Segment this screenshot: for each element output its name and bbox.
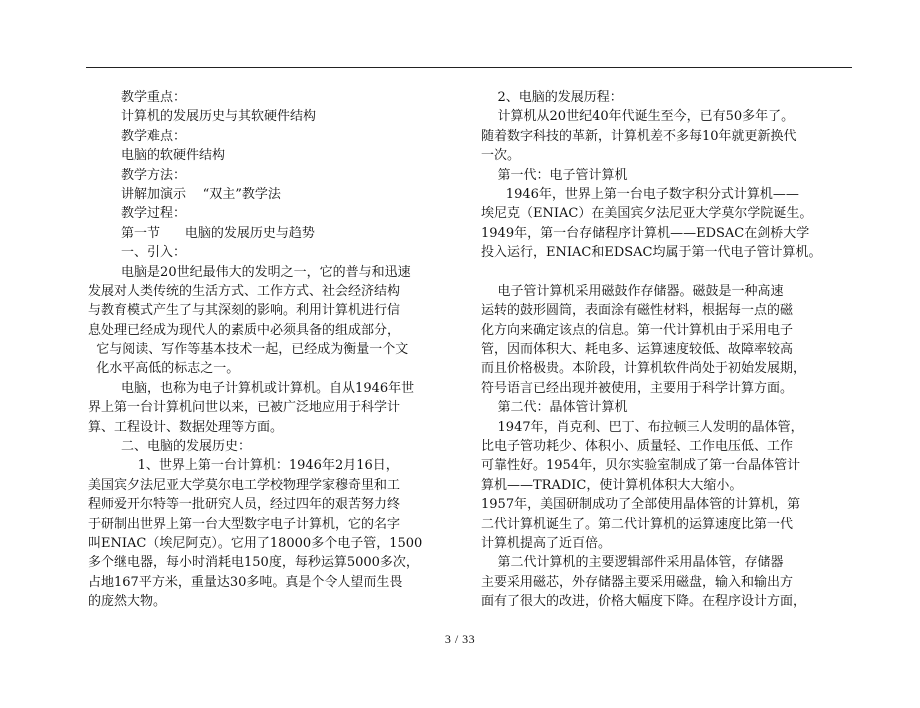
left-column-line: 教学重点： [88, 90, 187, 105]
left-column-line: 息处理已经成为现代人的素质中必须具备的组成部分， [88, 322, 401, 338]
header-rule [86, 67, 852, 68]
right-column-line: 1946年，世界上第一台电子数字积分式计算机—— [481, 186, 799, 202]
left-column-line: 教学难点： [88, 128, 187, 144]
right-column-line: 投入运行，ENIAC和EDSAC均属于第一代电子管计算机。 [481, 245, 822, 261]
left-column-line: 教学过程： [88, 206, 187, 222]
left-column-line: 电脑，也称为电子计算机或计算机。自从1946年世 [88, 380, 415, 396]
right-column-line: 一次。 [481, 148, 521, 164]
left-column-line: 多个继电器，每小时消耗电150度，每秒运算5000多次， [88, 555, 419, 571]
right-column-line: 面有了很大的改进，价格大幅度下降。在程序设计方面， [481, 594, 807, 610]
left-column-line: 占地167平方米，重量达30多吨。真是个令人望而生畏 [88, 574, 403, 590]
left-column-line: 1、世界上第一台计算机：1946年2月16日， [88, 458, 399, 474]
left-column-line: 第一节 电脑的发展历史与趋势 [88, 225, 315, 241]
left-column-line: 程师爱开尔特等一批研究人员，经过四年的艰苦努力终 [88, 497, 401, 513]
left-column-line: 美国宾夕法尼亚大学莫尔电工学校物理学家穆奇里和工 [88, 477, 401, 493]
left-column-line: 教学方法： [88, 167, 187, 183]
right-column-line: 符号语言已经出现并被使用，主要用于科学计算方面。 [481, 380, 794, 396]
right-column-line: 1957年，美国研制成功了全部使用晶体管的计算机，第 [481, 497, 801, 513]
left-column-line: 它与阅读、写作等基本技术一起，已经成为衡量一个文 [88, 342, 409, 358]
right-column-line: 第二代：晶体管计算机 [481, 400, 628, 416]
left-column-line: 讲解加演示 “双主”教学法 [88, 186, 281, 202]
left-column [88, 88, 463, 612]
right-column-line: 比电子管功耗少、体积小、质量轻、工作电压低、工作 [481, 439, 794, 455]
left-column-line: 发展对人类传统的生活方式、工作方式、社会经济结构 [88, 283, 401, 299]
left-column-line: 电脑是20世纪最伟大的发明之一，它的普与和迅速 [88, 264, 411, 280]
right-column-line: 电子管计算机采用磁鼓作存储器。磁鼓是一种高速 [481, 283, 784, 299]
right-column-line: 第二代计算机的主要逻辑部件采用晶体管，存储器 [481, 555, 784, 571]
left-column-line: 算、工程设计、数据处理等方面。 [88, 419, 284, 435]
left-column-line: 于研制出世界上第一台大型数字电子计算机，它的名字 [88, 516, 401, 532]
left-column-line: 一、引入： [88, 245, 187, 261]
right-column-line: 化方向来确定该点的信息。第一代计算机由于采用电子 [481, 322, 794, 338]
right-column-line: 主要采用磁芯，外存储器主要采用磁盘，输入和输出方 [481, 574, 794, 590]
right-column-line: 运转的鼓形圆筒，表面涂有磁性材料，根据每一点的磁 [481, 303, 794, 319]
left-column-line: 化水平高低的标志之一。 [88, 361, 240, 377]
right-column-line: 随着数字科技的革新，计算机差不多每10年就更新换代 [481, 128, 797, 144]
right-column-line [481, 263, 866, 282]
left-column-line: 二、电脑的发展历史： [88, 439, 252, 455]
page-number: 3 / 33 [444, 632, 476, 646]
right-column [481, 88, 866, 612]
right-column-line: 算机——TRADIC，使计算机体积大大缩小。 [481, 477, 743, 493]
right-column-line: 而且价格极贵。本阶段，计算机软件尚处于初始发展期， [481, 361, 807, 377]
right-column-line: 2、电脑的发展历程： [481, 90, 623, 105]
right-column-line: 可靠性好。1954年，贝尔实验室制成了第一台晶体管计 [481, 458, 801, 474]
right-column-line: 埃尼克（ENIAC）在美国宾夕法尼亚大学莫尔学院诞生。 [481, 206, 813, 222]
left-column-line: 与教育模式产生了与其深刻的影响。利用计算机进行信 [88, 303, 401, 319]
left-column-line: 计算机的发展历史与其软硬件结构 [88, 109, 317, 125]
left-column-line: 的庞然大物。 [88, 594, 167, 610]
left-column-line: 界上第一台计算机问世以来，已被广泛地应用于科学计 [88, 400, 401, 416]
left-column-line: 电脑的软硬件结构 [88, 148, 226, 164]
right-column-line: 计算机从20世纪40年代诞生至今，已有50多年了。 [481, 109, 795, 125]
right-column-line: 管，因而体积大、耗电多、运算速度较低、故障率较高 [481, 342, 794, 358]
right-column-line: 计算机提高了近百倍。 [481, 535, 612, 551]
right-column-line: 1949年，第一台存储程序计算机——EDSAC在剑桥大学 [481, 225, 810, 241]
right-column-line: 二代计算机诞生了。第二代计算机的运算速度比第一代 [481, 516, 794, 532]
right-column-line: 第一代：电子管计算机 [481, 167, 628, 183]
left-column-line: 叫ENIAC（埃尼阿克）。它用了18000多个电子管，1500 [88, 535, 423, 551]
right-column-line: 1947年，肖克利、巴丁、布拉顿三人发明的晶体管， [481, 419, 804, 435]
